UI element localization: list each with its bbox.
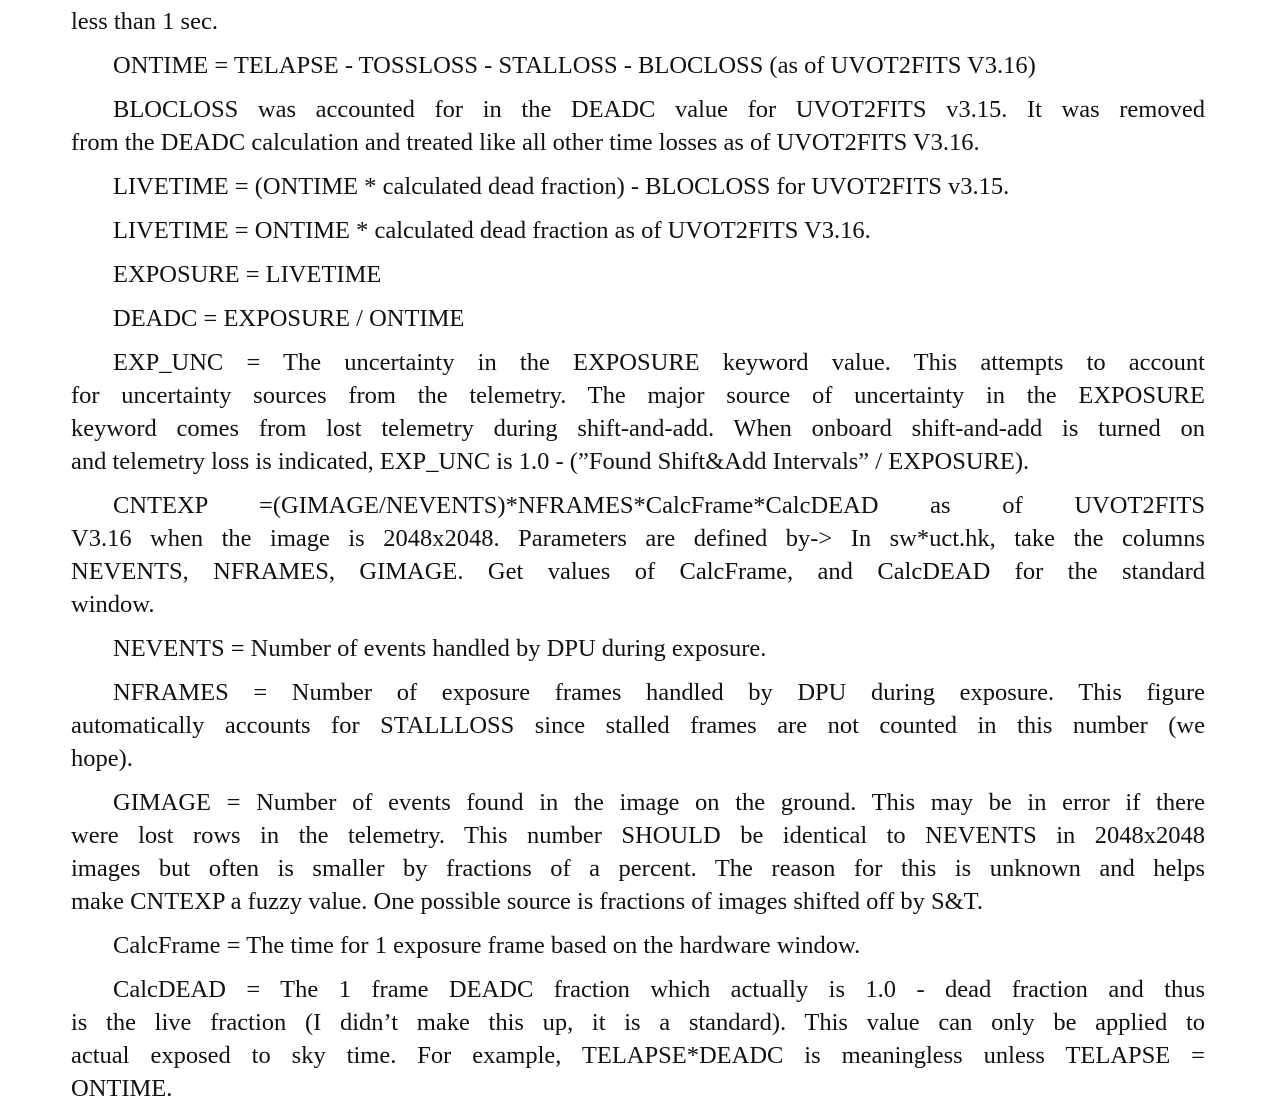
text-line: LIVETIME = ONTIME * calculated dead fraction as of UVOT2FITS V3.16. bbox=[113, 217, 871, 244]
text-line: LIVETIME = (ONTIME * calculated dead fraction) - BLOCLOSS for UVOT2FITS v3.15. bbox=[113, 173, 1010, 200]
text-line: CalcFrame = The time for 1 exposure frame based on the hardware window. bbox=[113, 932, 861, 959]
text-line: EXP_UNC = The uncertainty in the EXPOSURE keyword value. This attempts to account bbox=[113, 349, 1205, 376]
text-line: less than 1 sec. bbox=[71, 8, 218, 35]
text-line: CNTEXP =(GIMAGE/NEVENTS)*NFRAMES*CalcFrame*CalcDEAD as of UVOT2FITS bbox=[113, 492, 1205, 519]
text-line: V3.16 when the image is 2048x2048. Parameters are defined by-> In sw*uct.hk, take the columns bbox=[71, 525, 1205, 552]
paragraph bbox=[71, 170, 1205, 203]
paragraph bbox=[71, 5, 1205, 38]
paragraph bbox=[71, 49, 1205, 82]
text-line: from the DEADC calculation and treated like all other time losses as of UVOT2FITS V3.16. bbox=[71, 129, 980, 156]
paragraph bbox=[71, 302, 1205, 335]
text-line: actual exposed to sky time. For example, TELAPSE*DEADC is meaningless unless TELAPSE = bbox=[71, 1042, 1205, 1069]
text-line: ONTIME = TELAPSE - TOSSLOSS - STALLOSS - BLOCLOSS (as of UVOT2FITS V3.16) bbox=[113, 52, 1036, 79]
text-line: DEADC = EXPOSURE / ONTIME bbox=[113, 305, 465, 332]
text-line: EXPOSURE = LIVETIME bbox=[113, 261, 382, 288]
text-line: is the live fraction (I didn’t make this up, it is a standard). This value can only be applied to bbox=[71, 1009, 1205, 1036]
text-line: keyword comes from lost telemetry during shift-and-add. When onboard shift-and-add is turned on bbox=[71, 415, 1205, 442]
document-body bbox=[71, 5, 1205, 1116]
paragraph bbox=[71, 676, 1205, 775]
text-line: window. bbox=[71, 591, 155, 618]
paragraph bbox=[71, 214, 1205, 247]
paragraph bbox=[71, 346, 1205, 478]
paragraph bbox=[71, 632, 1205, 665]
text-line: CalcDEAD = The 1 frame DEADC fraction which actually is 1.0 - dead fraction and thus bbox=[113, 976, 1205, 1003]
text-line: images but often is smaller by fractions of a percent. The reason for this is unknown and helps bbox=[71, 855, 1205, 882]
paragraph bbox=[71, 258, 1205, 291]
paragraph bbox=[71, 973, 1205, 1105]
text-line: make CNTEXP a fuzzy value. One possible source is fractions of images shifted off by S&T. bbox=[71, 888, 983, 915]
paragraph bbox=[71, 929, 1205, 962]
text-line: automatically accounts for STALLLOSS since stalled frames are not counted in this number (we bbox=[71, 712, 1205, 739]
text-line: NFRAMES = Number of exposure frames handled by DPU during exposure. This figure bbox=[113, 679, 1205, 706]
text-line: BLOCLOSS was accounted for in the DEADC value for UVOT2FITS v3.15. It was removed bbox=[113, 96, 1205, 123]
text-line: GIMAGE = Number of events found in the image on the ground. This may be in error if there bbox=[113, 789, 1205, 816]
text-line: and telemetry loss is indicated, EXP_UNC is 1.0 - (”Found Shift&Add Intervals” / EXPOSURE). bbox=[71, 448, 1030, 475]
paragraph bbox=[71, 786, 1205, 918]
text-line: NEVENTS = Number of events handled by DPU during exposure. bbox=[113, 635, 767, 662]
text-line: ONTIME. bbox=[71, 1075, 173, 1102]
text-line: were lost rows in the telemetry. This number SHOULD be identical to NEVENTS in 2048x2048 bbox=[71, 822, 1205, 849]
text-line: hope). bbox=[71, 745, 133, 772]
paragraph bbox=[71, 93, 1205, 159]
text-line: for uncertainty sources from the telemetry. The major source of uncertainty in the EXPOSURE bbox=[71, 382, 1205, 409]
text-line: NEVENTS, NFRAMES, GIMAGE. Get values of CalcFrame, and CalcDEAD for the standard bbox=[71, 558, 1205, 585]
paragraph bbox=[71, 489, 1205, 621]
